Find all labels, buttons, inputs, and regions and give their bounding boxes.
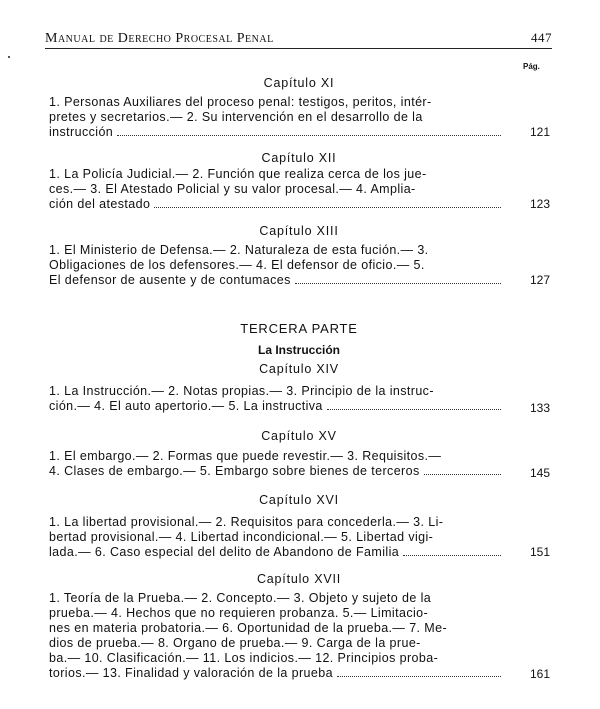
entry-last-line <box>49 197 503 212</box>
entry-page-number: 161 <box>529 667 550 681</box>
part-title: TERCERA PARTE <box>240 321 358 336</box>
entry-page-number: 127 <box>529 273 550 287</box>
dot-leader <box>117 135 501 136</box>
entry-line: ción del atestado <box>49 197 151 211</box>
chapter-heading: Capítulo XVII <box>256 572 342 586</box>
entry-page-number: 121 <box>529 125 550 139</box>
page-column-label: Pág. <box>523 62 540 71</box>
dot-leader <box>337 676 501 677</box>
chapter-entry <box>49 243 503 288</box>
dot-leader <box>424 474 501 475</box>
entry-line: instrucción <box>49 125 114 139</box>
dot-leader <box>327 409 501 410</box>
entry-line: bertad provisional.— 4. Libertad incondicional.— 5. Libertad vigi- <box>49 530 434 544</box>
entry-line: lada.— 6. Caso especial del delito de Abandono de Familia <box>49 545 400 559</box>
chapter-heading: Capítulo XIV <box>259 362 339 376</box>
chapter-heading: Capítulo XI <box>263 76 335 90</box>
header-rule <box>45 48 552 49</box>
dot-leader <box>403 555 501 556</box>
running-header <box>45 30 552 47</box>
entry-line: dios de prueba.— 8. Organo de prueba.— 9. Carga de la prue- <box>49 636 421 650</box>
entry-last-line <box>49 666 503 681</box>
chapter-heading: Capítulo XII <box>261 151 337 165</box>
entry-line: 1. La Policía Judicial.— 2. Función que realiza cerca de los jue- <box>49 167 427 181</box>
entry-line: ces.— 3. El Atestado Policial y su valor procesal.— 4. Amplia- <box>49 182 416 196</box>
chapter-entry <box>49 95 503 140</box>
entry-line: nes en materia probatoria.— 6. Oportunidad de la prueba.— 7. Me- <box>49 621 448 635</box>
page-number: 447 <box>531 30 552 45</box>
chapter-entry <box>49 591 503 681</box>
entry-line: torios.— 13. Finalidad y valoración de la prueba <box>49 666 333 680</box>
entry-last-line <box>49 273 503 288</box>
part-subtitle: La Instrucción <box>257 343 340 357</box>
entry-line: 1. El Ministerio de Defensa.— 2. Naturaleza de esta fución.— 3. <box>49 243 429 257</box>
dot-leader <box>154 207 501 208</box>
dot-leader <box>295 283 501 284</box>
entry-page-number: 151 <box>529 545 550 559</box>
chapter-heading: Capítulo XIII <box>259 224 339 238</box>
chapter-entry <box>49 384 503 414</box>
chapter-entry <box>49 449 503 479</box>
entry-line: ba.— 10. Clasificación.— 11. Los indicios.— 12. Principios proba- <box>49 651 439 665</box>
entry-line: El defensor de ausente y de contumaces <box>49 273 291 287</box>
entry-last-line <box>49 464 503 479</box>
chapter-entry <box>49 515 503 560</box>
entry-page-number: 145 <box>529 466 550 480</box>
entry-line: pretes y secretarios.— 2. Su intervención en el desarrollo de la <box>49 110 423 124</box>
entry-page-number: 133 <box>529 401 550 415</box>
entry-line: ción.— 4. El auto apertorio.— 5. La instructiva <box>49 399 323 413</box>
entry-line: 4. Clases de embargo.— 5. Embargo sobre bienes de terceros <box>49 464 420 478</box>
chapter-heading: Capítulo XV <box>261 429 337 443</box>
entry-line: prueba.— 4. Hechos que no requieren probanza. 5.— Limitacio- <box>49 606 429 620</box>
entry-page-number: 123 <box>529 197 550 211</box>
entry-line: Obligaciones de los defensores.— 4. El defensor de oficio.— 5. <box>49 258 425 272</box>
book-title: Manual de Derecho Procesal Penal <box>45 31 274 46</box>
scan-speck <box>8 56 10 58</box>
entry-line: 1. Personas Auxiliares del proceso penal: testigos, peritos, intér- <box>49 95 432 109</box>
entry-line: 1. El embargo.— 2. Formas que puede revestir.— 3. Requisitos.— <box>49 449 442 463</box>
chapter-entry <box>49 167 503 212</box>
entry-last-line <box>49 399 503 414</box>
entry-line: 1. Teoría de la Prueba.— 2. Concepto.— 3. Objeto y sujeto de la <box>49 591 432 605</box>
chapter-heading: Capítulo XVI <box>259 493 339 507</box>
entry-line: 1. La Instrucción.— 2. Notas propias.— 3. Principio de la instruc- <box>49 384 434 398</box>
entry-last-line <box>49 545 503 560</box>
entry-line: 1. La libertad provisional.— 2. Requisitos para concederla.— 3. Li- <box>49 515 444 529</box>
entry-last-line <box>49 125 503 140</box>
